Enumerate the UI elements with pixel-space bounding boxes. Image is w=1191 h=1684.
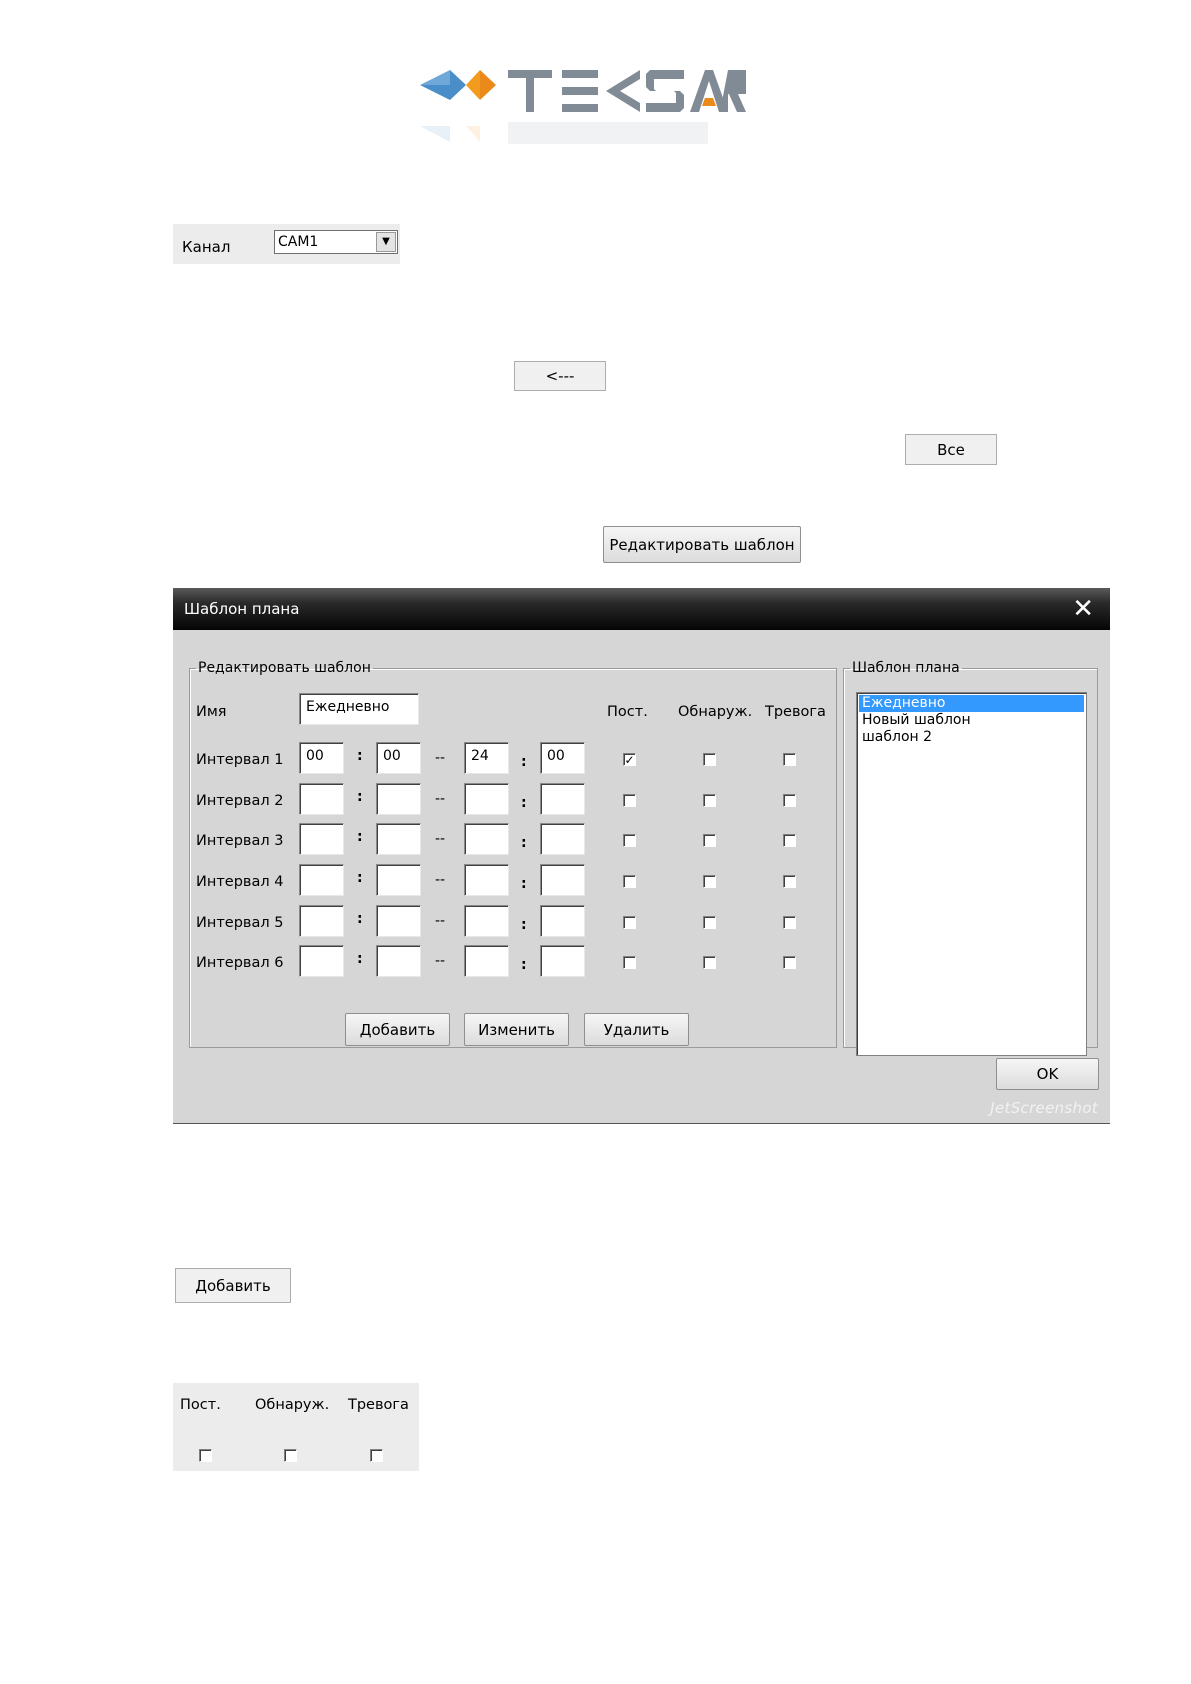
end-hour-input[interactable]	[464, 864, 509, 896]
dash-separator: --	[435, 831, 446, 847]
watermark: JetScreenshot	[990, 1099, 1098, 1117]
dash-separator: --	[435, 791, 446, 807]
template-listbox[interactable]	[856, 692, 1087, 1056]
interval-label: Интервал 2	[196, 793, 284, 809]
detect-checkbox[interactable]	[703, 794, 716, 807]
detect-checkbox[interactable]	[703, 875, 716, 888]
start-hour-input[interactable]: 00	[299, 742, 344, 774]
start-hour-input[interactable]	[299, 905, 344, 937]
edit-template-group	[189, 660, 837, 1048]
end-minute-input[interactable]: 00	[540, 742, 585, 774]
strip-header-detect: Обнаруж.	[255, 1397, 330, 1413]
post-checkbox[interactable]	[623, 794, 636, 807]
edit-template-legend: Редактировать шаблон	[198, 660, 371, 676]
template-list-item[interactable]: шаблон 2	[862, 729, 933, 745]
end-minute-input[interactable]	[540, 823, 585, 855]
template-name-input[interactable]: Ежедневно	[299, 693, 419, 725]
colon-separator: :	[521, 795, 527, 811]
tesar-logo	[420, 66, 750, 150]
dialog-body	[173, 630, 1110, 1124]
strip-header-alarm: Тревога	[348, 1397, 409, 1413]
end-hour-input[interactable]	[464, 905, 509, 937]
dash-separator: --	[435, 872, 446, 888]
mode-checkbox-strip	[173, 1383, 419, 1471]
end-hour-input[interactable]	[464, 783, 509, 815]
template-list-group	[843, 660, 1098, 1048]
end-minute-input[interactable]	[540, 945, 585, 977]
schedule-template-dialog	[173, 588, 1110, 1123]
dropdown-arrow-icon[interactable]: ▼	[376, 232, 396, 252]
dialog-titlebar	[173, 588, 1110, 630]
strip-detect-checkbox[interactable]	[284, 1449, 297, 1462]
strip-alarm-checkbox[interactable]	[370, 1449, 383, 1462]
end-minute-input[interactable]	[540, 783, 585, 815]
start-minute-input[interactable]	[376, 864, 421, 896]
start-minute-input[interactable]: 00	[376, 742, 421, 774]
start-hour-input[interactable]	[299, 823, 344, 855]
end-hour-input[interactable]	[464, 945, 509, 977]
logo-diamond-icon	[420, 70, 496, 100]
detect-checkbox[interactable]	[703, 834, 716, 847]
start-minute-input[interactable]	[376, 783, 421, 815]
alarm-checkbox[interactable]	[783, 875, 796, 888]
template-list-legend: Шаблон плана	[852, 660, 960, 676]
start-minute-input[interactable]	[376, 823, 421, 855]
detect-checkbox[interactable]	[703, 956, 716, 969]
col-header-alarm: Тревога	[765, 704, 826, 720]
colon-separator: :	[521, 957, 527, 973]
alarm-checkbox[interactable]	[783, 916, 796, 929]
back-arrow-button[interactable]: <---	[514, 361, 606, 391]
template-list-item[interactable]: Ежедневно	[859, 695, 1084, 712]
post-checkbox[interactable]	[623, 834, 636, 847]
channel-value: CAM1	[278, 234, 319, 250]
post-checkbox[interactable]	[623, 875, 636, 888]
dash-separator: --	[435, 750, 446, 766]
channel-select[interactable]	[274, 230, 398, 254]
colon-separator: :	[357, 911, 363, 927]
alarm-checkbox[interactable]	[783, 794, 796, 807]
channel-selector-strip	[173, 224, 400, 264]
interval-label: Интервал 6	[196, 955, 284, 971]
interval-label: Интервал 1	[196, 752, 284, 768]
alarm-checkbox[interactable]	[783, 753, 796, 766]
select-all-button[interactable]: Все	[905, 434, 997, 465]
start-minute-input[interactable]	[376, 945, 421, 977]
interval-label: Интервал 4	[196, 874, 284, 890]
start-minute-input[interactable]	[376, 905, 421, 937]
colon-separator: :	[357, 748, 363, 764]
start-hour-input[interactable]	[299, 945, 344, 977]
colon-separator: :	[521, 917, 527, 933]
name-label: Имя	[196, 704, 227, 720]
delete-template-button[interactable]: Удалить	[584, 1013, 689, 1046]
colon-separator: :	[521, 835, 527, 851]
colon-separator: :	[521, 876, 527, 892]
end-minute-input[interactable]	[540, 864, 585, 896]
end-hour-input[interactable]: 24	[464, 742, 509, 774]
colon-separator: :	[357, 789, 363, 805]
colon-separator: :	[357, 829, 363, 845]
detect-checkbox[interactable]	[703, 753, 716, 766]
add-button[interactable]: Добавить	[175, 1268, 291, 1303]
start-hour-input[interactable]	[299, 864, 344, 896]
dash-separator: --	[435, 953, 446, 969]
post-checkbox[interactable]	[623, 916, 636, 929]
dash-separator: --	[435, 913, 446, 929]
col-header-detect: Обнаруж.	[678, 704, 753, 720]
channel-label: Канал	[182, 238, 231, 256]
post-checkbox[interactable]: ✓	[624, 753, 635, 767]
interval-label: Интервал 3	[196, 833, 284, 849]
end-hour-input[interactable]	[464, 823, 509, 855]
start-hour-input[interactable]	[299, 783, 344, 815]
end-minute-input[interactable]	[540, 905, 585, 937]
colon-separator: :	[357, 870, 363, 886]
template-list-item[interactable]: Новый шаблон	[862, 712, 971, 728]
change-template-button[interactable]: Изменить	[464, 1013, 569, 1046]
strip-post-checkbox[interactable]	[199, 1449, 212, 1462]
edit-template-button[interactable]: Редактировать шаблон	[603, 526, 801, 563]
strip-header-post: Пост.	[180, 1397, 221, 1413]
interval-label: Интервал 5	[196, 915, 284, 931]
post-checkbox[interactable]	[623, 956, 636, 969]
detect-checkbox[interactable]	[703, 916, 716, 929]
colon-separator: :	[521, 754, 527, 770]
dialog-title: Шаблон плана	[184, 600, 300, 618]
colon-separator: :	[357, 951, 363, 967]
alarm-checkbox[interactable]	[783, 834, 796, 847]
alarm-checkbox[interactable]	[783, 956, 796, 969]
ok-button[interactable]: OK	[996, 1058, 1099, 1090]
col-header-post: Пост.	[607, 704, 648, 720]
add-template-button[interactable]: Добавить	[345, 1013, 450, 1046]
close-icon[interactable]: ✕	[1072, 594, 1094, 624]
